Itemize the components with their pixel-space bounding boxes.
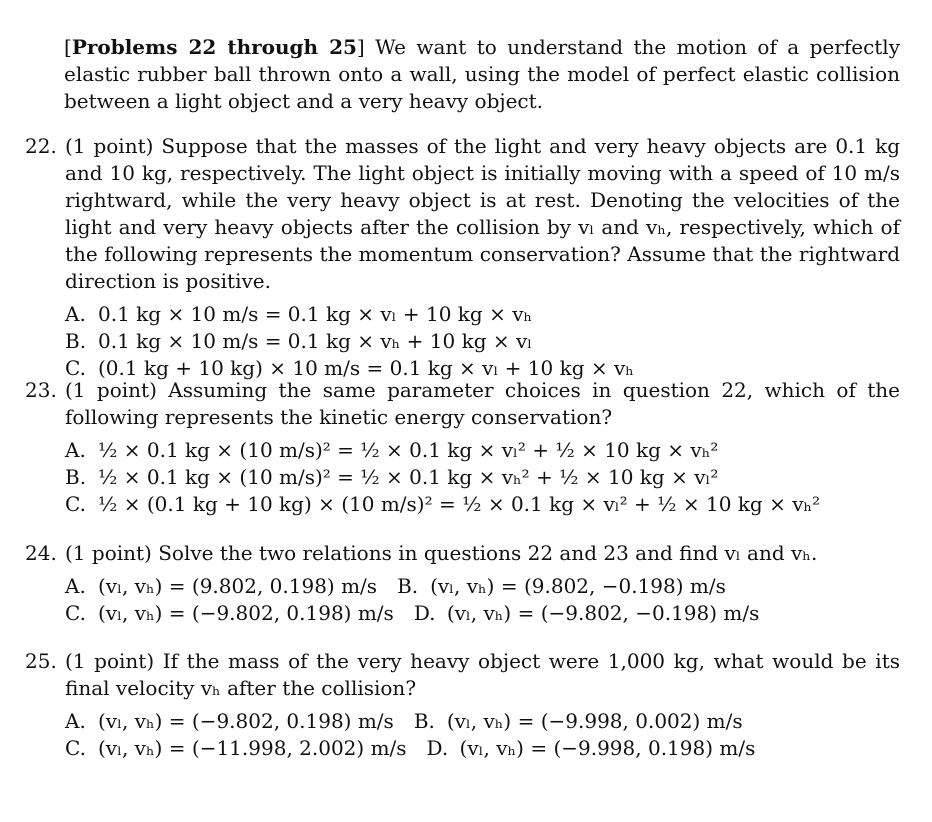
choice-text: (vₗ, vₕ) = (9.802, 0.198) m/s xyxy=(98,574,378,598)
problem-number: 23. xyxy=(25,378,57,402)
choice-b xyxy=(65,464,900,491)
choice-letter: A. xyxy=(65,302,86,326)
choice-text: (0.1 kg + 10 kg) × 10 m/s = 0.1 kg × vₗ + 10 kg × vₕ xyxy=(98,356,634,380)
choice-text: (vₗ, vₕ) = (−9.998, 0.002) m/s xyxy=(446,709,743,733)
choice-c xyxy=(65,491,900,518)
choice-letter: A. xyxy=(65,438,86,462)
choice-b xyxy=(414,708,743,735)
choice-letter: B. xyxy=(397,574,419,598)
choice-a xyxy=(65,437,900,464)
problem-text: (1 point) Suppose that the masses of the light and very heavy objects are 0.1 kg and 10 kg, respectively. The light object is initially moving with a speed of 10 m/s rightward, while the very heavy object is at rest. Denoting the velocities of the light and very heavy objects after the collision by vₗ and vₕ, respectively, which of the following represents the momentum conservation? Assume that the rightward direction is positive. xyxy=(65,134,900,293)
problem-text: (1 point) If the mass of the very heavy object were 1,000 kg, what would be its final velocity vₕ after the collision? xyxy=(65,649,900,700)
problem-number: 22. xyxy=(25,134,57,158)
choice-a xyxy=(65,301,900,328)
choice-letter: B. xyxy=(65,465,87,489)
problem-number: 24. xyxy=(25,541,57,565)
choice-c xyxy=(65,600,394,627)
choice-d xyxy=(427,735,756,762)
choice-letter: C. xyxy=(65,601,86,625)
choice-text: 0.1 kg × 10 m/s = 0.1 kg × vₕ + 10 kg × vₗ xyxy=(98,329,533,353)
choice-text: ½ × 0.1 kg × (10 m/s)² = ½ × 0.1 kg × vₕ² + ½ × 10 kg × vₗ² xyxy=(98,465,719,489)
problem-text: (1 point) Solve the two relations in questions 22 and 23 and find vₗ and vₕ. xyxy=(65,541,818,565)
choice-letter: A. xyxy=(65,709,86,733)
problem-text: (1 point) Assuming the same parameter choices in question 22, which of the following represents the kinetic energy conservation? xyxy=(65,378,900,429)
choice-text: (vₗ, vₕ) = (−9.802, 0.198) m/s xyxy=(98,709,394,733)
intro-bold-label: Problems 22 through 25 xyxy=(71,35,357,59)
intro-open-bracket: [ xyxy=(64,35,72,59)
choice-text: (vₗ, vₕ) = (−11.998, 2.002) m/s xyxy=(98,736,407,760)
choice-b xyxy=(65,328,900,355)
choice-text: ½ × (0.1 kg + 10 kg) × (10 m/s)² = ½ × 0.1 kg × vₗ² + ½ × 10 kg × vₕ² xyxy=(98,492,821,516)
choice-text: ½ × 0.1 kg × (10 m/s)² = ½ × 0.1 kg × vₗ² + ½ × 10 kg × vₕ² xyxy=(98,438,719,462)
problem-24 xyxy=(25,540,900,627)
choice-letter: D. xyxy=(426,736,449,760)
choice-text: (vₗ, vₕ) = (−9.998, 0.198) m/s xyxy=(459,736,756,760)
choice-row-cd xyxy=(65,600,900,627)
choice-list xyxy=(65,437,900,518)
choice-letter: D. xyxy=(413,601,436,625)
choice-b xyxy=(397,573,726,600)
choice-list xyxy=(65,573,900,627)
choice-a xyxy=(65,573,377,600)
choice-text: 0.1 kg × 10 m/s = 0.1 kg × vₗ + 10 kg × vₕ xyxy=(98,302,533,326)
choice-letter: B. xyxy=(65,329,87,353)
choice-row-cd xyxy=(65,735,900,762)
choice-text: (vₗ, vₕ) = (−9.802, −0.198) m/s xyxy=(446,601,760,625)
choice-row-ab xyxy=(65,708,900,735)
choice-letter: A. xyxy=(65,574,86,598)
problem-23 xyxy=(25,377,900,518)
problem-number: 25. xyxy=(25,649,57,673)
choice-letter: C. xyxy=(65,492,86,516)
choice-list xyxy=(65,708,900,762)
choice-a xyxy=(65,708,394,735)
choice-letter: C. xyxy=(65,356,86,380)
intro-paragraph xyxy=(64,34,900,115)
choice-d xyxy=(414,600,760,627)
intro-text: ] We want to understand the motion of a perfectly elastic rubber ball thrown onto a wall, using the model of perfect elastic collision between a light object and a very heavy object. xyxy=(64,35,901,113)
choice-letter: B. xyxy=(413,709,435,733)
choice-c xyxy=(65,735,407,762)
problem-25 xyxy=(25,648,900,762)
choice-list xyxy=(65,301,900,382)
choice-letter: C. xyxy=(65,736,86,760)
problem-22 xyxy=(25,133,900,382)
choice-text: (vₗ, vₕ) = (−9.802, 0.198) m/s xyxy=(98,601,394,625)
choice-row-ab xyxy=(65,573,900,600)
choice-text: (vₗ, vₕ) = (9.802, −0.198) m/s xyxy=(430,574,726,598)
